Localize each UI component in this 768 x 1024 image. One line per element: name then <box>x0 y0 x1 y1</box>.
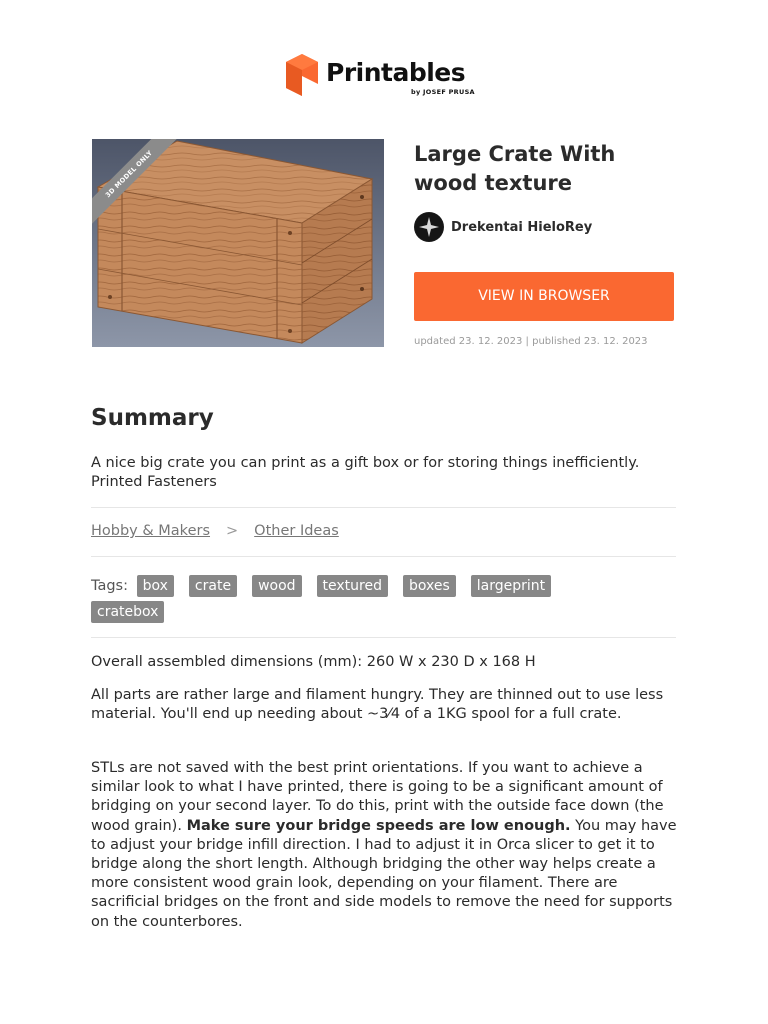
tag-chip[interactable]: cratebox <box>91 601 164 623</box>
avatar-emblem-icon <box>414 212 444 242</box>
tag-chip[interactable]: wood <box>252 575 301 597</box>
divider <box>91 556 676 557</box>
brand-name: Printables <box>326 58 466 87</box>
tag-chip[interactable]: textured <box>317 575 388 597</box>
summary-text: A nice big crate you can print as a gift box or for storing things inefficiently. Printed Fasteners <box>91 455 640 490</box>
printables-logo-icon <box>286 54 318 96</box>
model-preview-image[interactable] <box>92 139 384 347</box>
description-emphasis: Make sure your bridge speeds are low enough. <box>186 817 571 834</box>
model-only-badge: 3D MODEL ONLY <box>92 139 188 233</box>
brand-subtitle: by JOSEF PRUSA <box>411 88 475 96</box>
description-text: You may have to adjust your bridge infill direction. I had to adjust it in Orca slicer to get it to bridge along the short length. Although bridging the other way helps create a more consistent wood grain look, depending on your filament. There are sacrificial bridges on the front and side models to remove the need for supports on the counterbores. <box>91 817 677 930</box>
breadcrumb-subcategory-link[interactable]: Other Ideas <box>254 523 339 539</box>
author-avatar[interactable] <box>414 212 444 242</box>
summary-heading: Summary <box>91 405 214 431</box>
tags-list <box>91 571 681 601</box>
divider <box>91 637 676 638</box>
view-in-browser-button[interactable]: VIEW IN BROWSER <box>414 272 674 321</box>
description-text: STLs are not saved with the best print orientations. If you want to achieve a similar look to what I have printed, there is going to be a significant amount of bridging on your second layer. To do this, print with the outside face down (the wood grain). <box>91 760 664 834</box>
printables-logo[interactable] <box>286 54 486 104</box>
author-name[interactable]: Drekentai HieloRey <box>451 219 593 235</box>
badge-container <box>92 139 192 239</box>
divider <box>91 507 676 508</box>
update-publish-dates: updated 23. 12. 2023 | published 23. 12. 2023 <box>414 336 648 347</box>
header <box>0 48 768 108</box>
description-paragraph <box>91 759 681 932</box>
author-link[interactable] <box>414 212 592 242</box>
description-paragraph: All parts are rather large and filament hungry. They are thinned out to use less material. You'll end up needing about ~3⁄4 of a 1KG spool for a full crate. <box>91 687 664 723</box>
breadcrumb-category-link[interactable]: Hobby & Makers <box>91 523 211 539</box>
breadcrumb-separator: > <box>226 523 239 539</box>
model-title: Large Crate With wood texture <box>414 142 616 195</box>
description-paragraph: Overall assembled dimensions (mm): 260 W x 230 D x 168 H <box>91 654 536 670</box>
tag-chip[interactable]: boxes <box>403 575 456 597</box>
tag-chip[interactable]: largeprint <box>471 575 551 597</box>
breadcrumb <box>91 523 339 539</box>
tags-label: Tags: <box>91 578 128 594</box>
tag-chip[interactable]: box <box>137 575 174 597</box>
tags-list-row-2 <box>91 601 179 623</box>
tag-chip[interactable]: crate <box>189 575 237 597</box>
